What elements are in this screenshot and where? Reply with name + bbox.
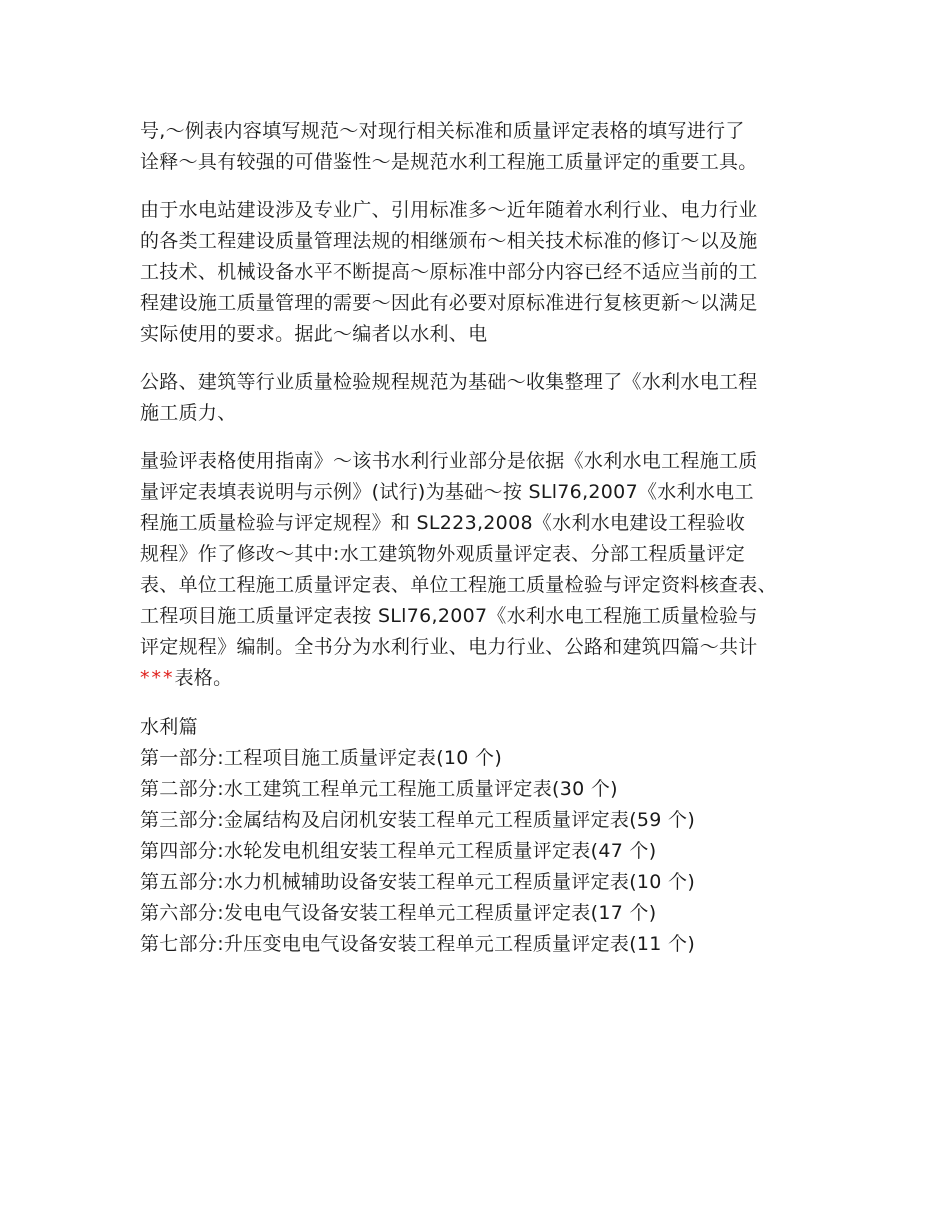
part-item-6: 第六部分:发电电气设备安装工程单元工程质量评定表(17 个) [140,902,657,924]
section-title: 水利篇 [140,716,198,738]
guide-description-tail: 表格。 [174,667,233,689]
paragraph-intro: 号,～例表内容填写规范～对现行相关标准和质量评定表格的填写进行了 诠释～具有较强的可借鉴性～是规范水利工程施工质量评定的重要工具。 [140,120,758,173]
redacted-count: *** [140,667,175,689]
paragraph-background: 由于水电站建设涉及专业广、引用标准多～近年随着水利行业、电力行业 的各类工程建设质量管理法规的相继颁布～相关技术标准的修订～以及施 工技术、机械设备水平不断提高～原标准中部分内容已经不适应当前的工 程建设施工质量管理的需要～因此有必要对原标准进行复核更新～以满足 实际使用的要求。据此～编者以水利、电 [140,199,758,345]
part-item-4: 第四部分:水轮发电机组安装工程单元工程质量评定表(47 个) [140,840,657,862]
part-item-7: 第七部分:升压变电电气设备安装工程单元工程质量评定表(11 个) [140,933,696,955]
part-item-2: 第二部分:水工建筑工程单元工程施工质量评定表(30 个) [140,778,618,800]
part-item-3: 第三部分:金属结构及启闭机安装工程单元工程质量评定表(59 个) [140,809,696,831]
paragraph-collection: 公路、建筑等行业质量检验规程规范为基础～收集整理了《水利水电工程 施工质力、 [140,371,758,424]
paragraph-guide-description [140,446,820,694]
guide-description-text: 量验评表格使用指南》～该书水利行业部分是依据《水利水电工程施工质 量评定表填表说明与示例》(试行)为基础～按 SLl76,2007《水利水电工 程施工质量检验与评定规程》和 SL223,2008《水利水电建设工程验收 规程》作了修改～其中:水工建筑物外观质量评定表、分部工程质量评定 表、单位工程施工质量评定表、单位工程施工质量检验与评定资料核查表、 工程项目施工质量评定表按 SLl76,2007《水利水电工程施工质量检验与 评定规程》编制。全书分为水利行业、电力行业、公路和建筑四篇～共计 [140,450,777,658]
document-page [140,116,820,960]
part-item-5: 第五部分:水力机械辅助设备安装工程单元工程质量评定表(10 个) [140,871,696,893]
part-item-1: 第一部分:工程项目施工质量评定表(10 个) [140,747,503,769]
